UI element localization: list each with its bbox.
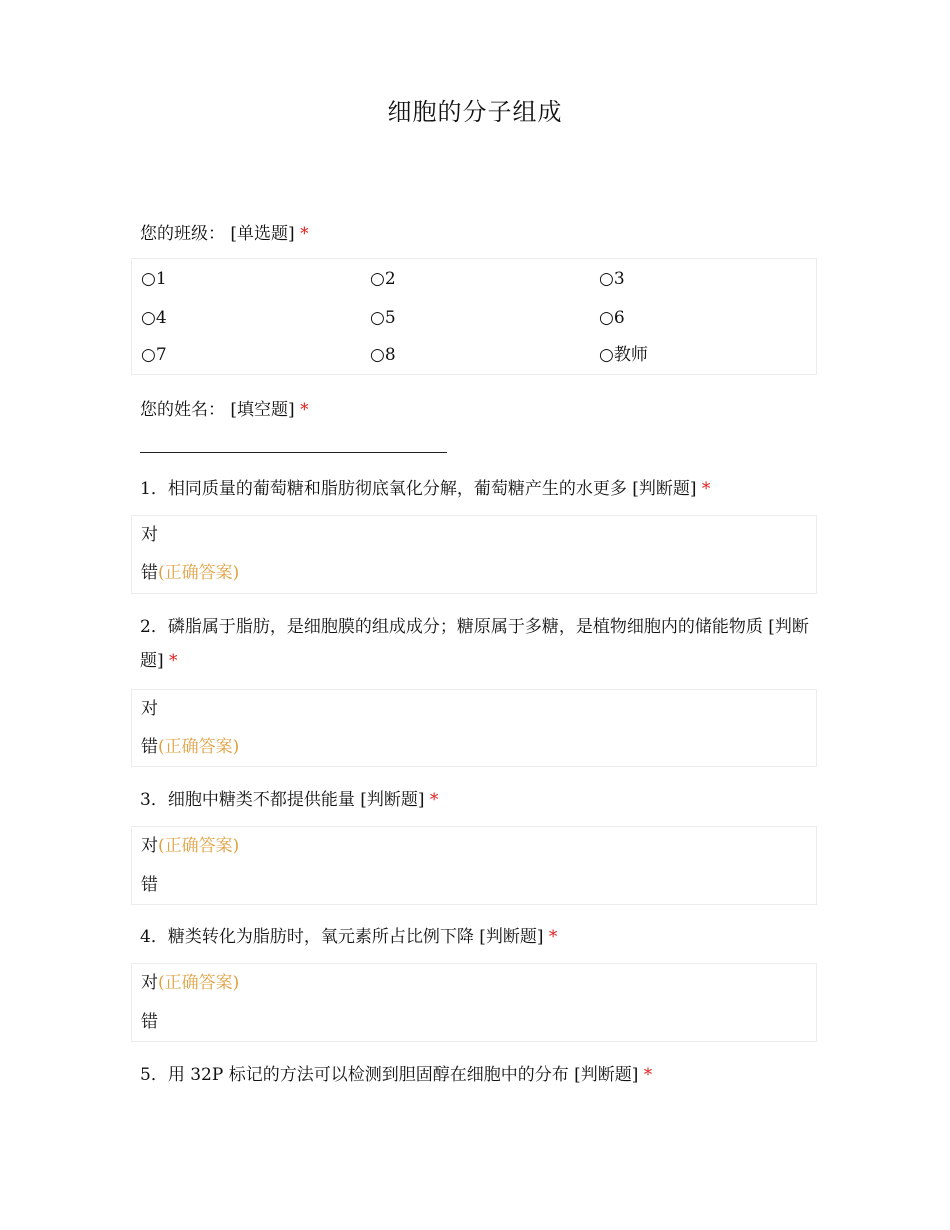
- question-5: [140, 1058, 810, 1092]
- option-class-6[interactable]: ○6: [599, 308, 625, 328]
- required-mark: *: [169, 651, 178, 671]
- question-2-options: [131, 689, 817, 767]
- required-mark: *: [548, 927, 558, 947]
- question-4-options: [131, 963, 817, 1042]
- option-true[interactable]: [141, 836, 239, 856]
- option-class-teacher[interactable]: ○教师: [599, 345, 648, 365]
- option-false[interactable]: 错: [141, 875, 158, 895]
- question-name: [140, 393, 810, 427]
- question-text: 3．细胞中糖类不都提供能量: [140, 790, 355, 810]
- option-false[interactable]: 错: [141, 1012, 158, 1032]
- question-3: [140, 783, 810, 817]
- option-false[interactable]: [141, 563, 239, 583]
- question-type: [单选题]: [230, 224, 295, 244]
- question-text: 5．用 32P 标记的方法可以检测到胆固醇在细胞中的分布: [140, 1065, 569, 1085]
- question-class: [140, 217, 810, 251]
- required-mark: *: [701, 479, 711, 499]
- option-label: 对: [141, 836, 158, 856]
- required-mark: *: [643, 1065, 653, 1085]
- question-type: [判断题]: [360, 790, 425, 810]
- option-class-4[interactable]: ○4: [141, 308, 167, 328]
- required-mark: *: [429, 790, 439, 810]
- question-type: [判断题]: [140, 617, 809, 671]
- question-4: [140, 920, 810, 954]
- option-label: 错: [141, 737, 158, 757]
- option-class-1[interactable]: ○1: [141, 269, 167, 289]
- question-1: [140, 472, 810, 506]
- option-true[interactable]: 对: [141, 525, 158, 545]
- option-class-7[interactable]: ○7: [141, 345, 167, 365]
- option-class-3[interactable]: ○3: [599, 269, 625, 289]
- question-2: [140, 610, 810, 678]
- correct-answer-mark: (正确答案): [158, 737, 240, 757]
- option-true[interactable]: [141, 973, 239, 993]
- option-class-2[interactable]: ○2: [370, 269, 396, 289]
- option-class-5[interactable]: ○5: [370, 308, 396, 328]
- option-class-8[interactable]: ○8: [370, 345, 396, 365]
- name-fill-line[interactable]: [140, 452, 447, 453]
- question-label: 您的姓名：: [140, 400, 225, 420]
- question-text: 2．磷脂属于脂肪，是细胞膜的组成成分；糖原属于多糖，是植物细胞内的储能物质: [140, 617, 763, 637]
- required-mark: *: [300, 224, 309, 244]
- question-1-options: [131, 515, 817, 594]
- correct-answer-mark: (正确答案): [158, 973, 240, 993]
- option-false[interactable]: [141, 737, 239, 757]
- question-type: [判断题]: [574, 1065, 639, 1085]
- correct-answer-mark: (正确答案): [158, 836, 240, 856]
- option-label: 错: [141, 563, 158, 583]
- question-type: [填空题]: [230, 400, 295, 420]
- required-mark: *: [300, 400, 309, 420]
- question-type: [判断题]: [632, 479, 697, 499]
- question-text: 4．糖类转化为脂肪时，氧元素所占比例下降: [140, 927, 474, 947]
- page-title: 细胞的分子组成: [387, 98, 563, 126]
- question-3-options: [131, 826, 817, 905]
- option-label: 对: [141, 973, 158, 993]
- class-options-box: [131, 258, 817, 375]
- correct-answer-mark: (正确答案): [158, 563, 240, 583]
- question-type: [判断题]: [479, 927, 544, 947]
- question-label: 您的班级：: [140, 224, 225, 244]
- question-text: 1．相同质量的葡萄糖和脂肪彻底氧化分解，葡萄糖产生的水更多: [140, 479, 627, 499]
- option-true[interactable]: 对: [141, 699, 158, 719]
